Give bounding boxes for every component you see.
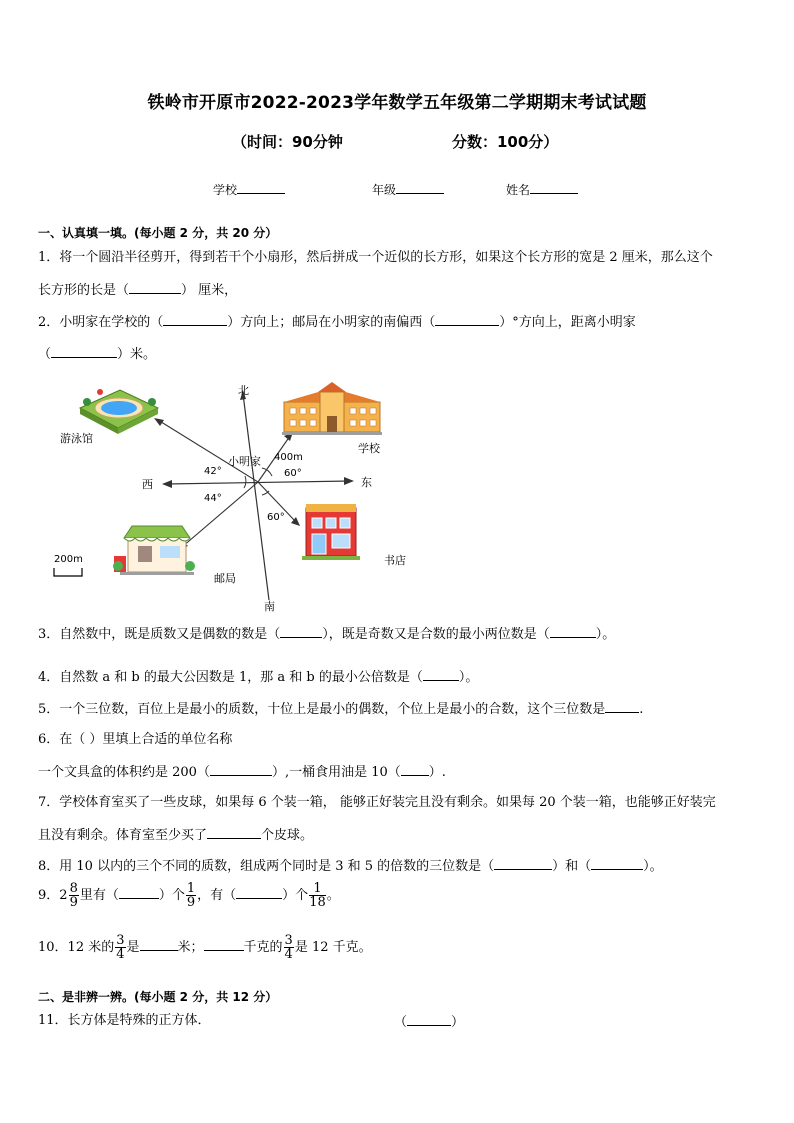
west-arrow <box>162 480 172 488</box>
angle-pool-label: 42° <box>204 466 222 477</box>
postoffice-icon <box>113 526 195 575</box>
question-2-line-a: 2．小明家在学校的（ ）方向上；邮局在小明家的南偏西（ ）°方向上，距离小明家 <box>38 315 636 330</box>
postoffice-label: 邮局 <box>214 572 236 585</box>
answer-blank[interactable] <box>423 668 459 681</box>
fraction: $\frac{3}{4}$ <box>116 933 125 962</box>
scale-label: 200m <box>54 554 83 565</box>
section1-heading: 一、认真填一填。(每小题 2 分，共 20 分） <box>38 226 278 240</box>
east-arrow <box>344 477 354 485</box>
question-10: 10．12 米的 $\frac{3}{4}$ 是 米； 千克的 $\frac{3}{4}$ 是 12 千克。 <box>38 933 372 962</box>
school-input-line[interactable] <box>237 181 285 194</box>
grade-field <box>372 181 444 198</box>
answer-blank[interactable] <box>140 938 178 951</box>
north-label: 北 <box>238 384 249 397</box>
answer-blank[interactable] <box>207 826 261 839</box>
question-6-line-b: 一个文具盒的体积约是 200（ ）,一桶食用油是 10（ ）. <box>38 765 446 780</box>
answer-blank[interactable] <box>591 857 643 870</box>
question-3: 3．自然数中，既是质数又是偶数的数是（ ），既是奇数又是合数的最小两位数是（ ）。 <box>38 627 616 642</box>
center-label: 小明家 <box>228 455 261 468</box>
school-field <box>213 181 285 198</box>
answer-blank[interactable] <box>280 625 322 638</box>
bookstore-icon <box>302 504 360 560</box>
question-1-line-b: 长方形的长是（ ） 厘米， <box>38 283 238 298</box>
answer-blank[interactable] <box>605 700 639 713</box>
east-label: 东 <box>361 476 372 489</box>
question-11-answer: （ ） <box>394 1015 465 1030</box>
direction-map <box>40 380 460 612</box>
answer-blank[interactable] <box>494 857 552 870</box>
exam-title: 铁岭市开原市2022-2023学年数学五年级第二学期期末考试试题 <box>147 93 647 113</box>
name-field <box>506 181 578 198</box>
answer-blank[interactable] <box>550 625 596 638</box>
question-8: 8．用 10 以内的三个不同的质数，组成两个同时是 3 和 5 的倍数的三位数是（ ）和（ ）。 <box>38 859 663 874</box>
answer-blank[interactable] <box>435 313 499 326</box>
question-7-line-b: 且没有剩余。体育室至少买了 个皮球。 <box>38 828 314 843</box>
exam-time: （时间：90分钟 <box>232 133 343 151</box>
arc-west <box>244 476 246 488</box>
distance-label: 400m <box>274 452 303 463</box>
answer-blank[interactable] <box>236 886 282 899</box>
scale-bar <box>54 568 82 576</box>
school-label: 学校 <box>358 442 380 455</box>
question-11: 11．长方体是特殊的正方体． <box>38 1013 211 1028</box>
pool-label: 游泳馆 <box>60 432 93 445</box>
angle-post-label: 44° <box>204 493 222 504</box>
school-icon <box>282 382 382 435</box>
question-9: 9．2 $\frac{8}{9}$ 里有（ ）个 $\frac{1}{9}$ ，有（ ）个 $\frac{1}{18}$ 。 <box>38 881 340 910</box>
question-5: 5．一个三位数，百位上是最小的质数，十位上是最小的偶数，个位上是最小的合数，这个三位数是 . <box>38 702 644 717</box>
section2-heading: 二、是非辨一辨。(每小题 2 分，共 12 分） <box>38 990 278 1004</box>
fraction: $\frac{1}{9}$ <box>186 881 196 910</box>
fraction: $\frac{8}{9}$ <box>69 881 78 910</box>
name-input-line[interactable] <box>530 181 578 194</box>
answer-blank[interactable] <box>204 938 244 951</box>
south-label: 南 <box>264 600 275 612</box>
question-4: 4．自然数 a 和 b 的最大公因数是 1，那 a 和 b 的最小公倍数是（ ）。 <box>38 670 479 685</box>
school-label: 学校 <box>213 183 238 197</box>
bookstore-label: 书店 <box>384 554 406 567</box>
answer-blank[interactable] <box>407 1013 451 1026</box>
pool-icon <box>80 389 158 434</box>
fraction: $\frac{3}{4}$ <box>284 933 293 962</box>
answer-blank[interactable] <box>163 313 227 326</box>
answer-blank[interactable] <box>210 763 272 776</box>
answer-blank[interactable] <box>51 345 117 358</box>
question-2-line-b: （ ）米。 <box>38 347 157 362</box>
answer-blank[interactable] <box>119 886 159 899</box>
west-label: 西 <box>142 478 153 491</box>
answer-blank[interactable] <box>401 763 429 776</box>
name-label: 姓名 <box>506 183 531 197</box>
exam-score: 分数：100分） <box>452 133 559 151</box>
ray-postoffice <box>182 482 258 547</box>
grade-label: 年级 <box>372 183 397 197</box>
angle-school-label: 60° <box>284 468 302 479</box>
question-7-line-a: 7．学校体育室买了一些皮球，如果每 6 个装一箱， 能够正好装完且没有剩余。如果每 20 个装一箱，也能够正好装完 <box>38 795 716 810</box>
answer-blank[interactable] <box>129 281 181 294</box>
question-1-line-a: 1．将一个圆沿半径剪开，得到若干个小扇形，然后拼成一个近似的长方形，如果这个长方形的宽是 2 厘米，那么这个 <box>38 250 713 265</box>
ns-axis <box>243 394 269 600</box>
angle-bookstore-label: 60° <box>267 512 285 523</box>
fraction: $\frac{1}{18}$ <box>309 881 326 910</box>
grade-input-line[interactable] <box>396 181 444 194</box>
question-6-line-a: 6．在（ ）里填上合适的单位名称 <box>38 732 233 747</box>
